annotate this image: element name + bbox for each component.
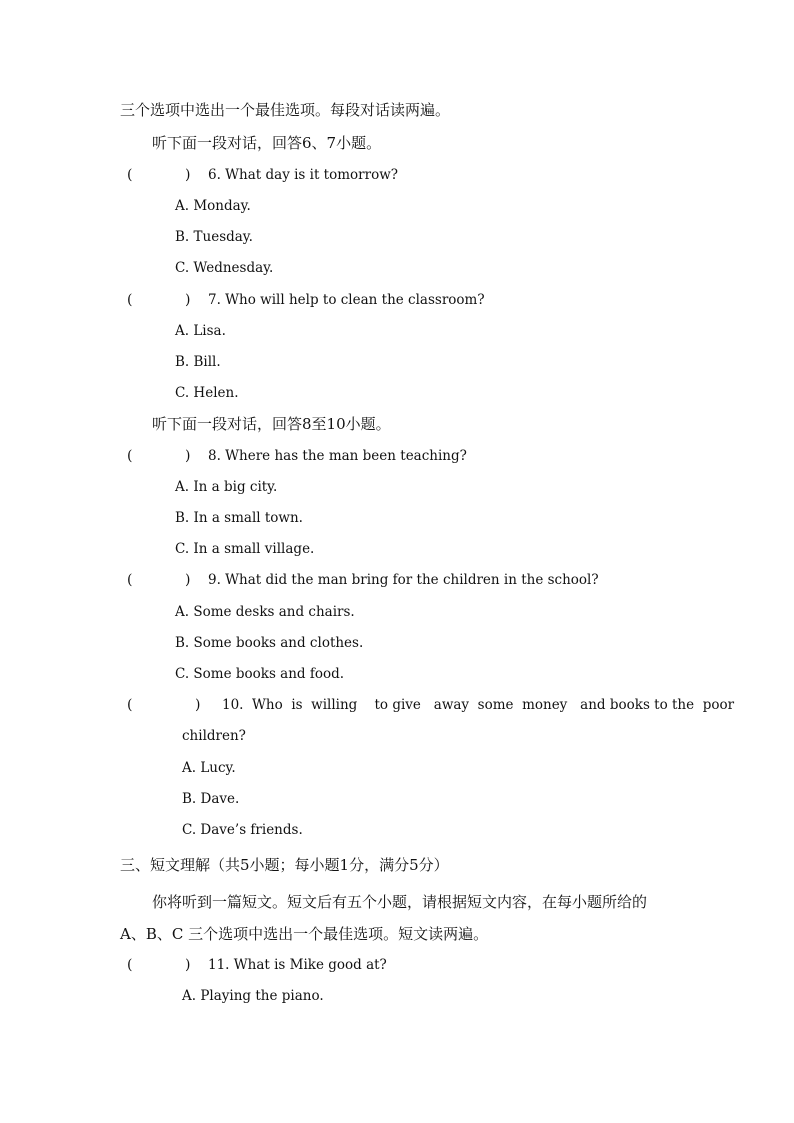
question-9: 9. What did the man bring for the children in the school?: [208, 572, 599, 588]
answer-blank-open: (: [127, 697, 133, 713]
q10-option-c: C. Dave’s friends.: [182, 822, 303, 838]
question-11: 11. What is Mike good at?: [208, 957, 387, 973]
q7-option-c: C. Helen.: [175, 385, 239, 401]
answer-blank-open: (: [127, 167, 133, 183]
q7-option-b: B. Bill.: [175, 354, 221, 370]
answer-blank-open: (: [127, 448, 133, 464]
question-10-line-2: children?: [182, 728, 246, 744]
q8-option-b: B. In a small town.: [175, 510, 303, 526]
answer-blank-close: ): [185, 292, 191, 308]
dialogue-2-instruction: 听下面一段对话，回答8至10小题。: [152, 415, 391, 433]
question-10-line-1: 10. Who is willing to give away some money and books to the poor: [222, 697, 735, 713]
q10-option-b: B. Dave.: [182, 791, 240, 807]
q7-option-a: A. Lisa.: [175, 323, 226, 339]
section-3-instruction-line-1: 你将听到一篇短文。短文后有五个小题，请根据短文内容，在每小题所给的: [152, 893, 648, 911]
section-3-title: 三、短文理解（共5小题；每小题1分，满分5分）: [120, 856, 449, 874]
q8-option-c: C. In a small village.: [175, 541, 315, 557]
q6-option-a: A. Monday.: [175, 198, 251, 214]
question-7: 7. Who will help to clean the classroom?: [208, 292, 485, 308]
question-8: 8. Where has the man been teaching?: [208, 448, 467, 464]
answer-blank-open: (: [127, 957, 133, 973]
q8-option-a: A. In a big city.: [175, 479, 278, 495]
intro-continuation: 三个选项中选出一个最佳选项。每段对话读两遍。: [120, 101, 451, 119]
answer-blank-close: ): [195, 697, 201, 713]
answer-blank-close: ): [185, 167, 191, 183]
section-3-instruction-line-2: A、B、C 三个选项中选出一个最佳选项。短文读两遍。: [120, 925, 489, 943]
q10-option-a: A. Lucy.: [182, 760, 236, 776]
q9-option-a: A. Some desks and chairs.: [175, 604, 355, 620]
q6-option-c: C. Wednesday.: [175, 260, 274, 276]
answer-blank-close: ): [185, 957, 191, 973]
answer-blank-open: (: [127, 292, 133, 308]
question-6: 6. What day is it tomorrow?: [208, 167, 398, 183]
answer-blank-open: (: [127, 572, 133, 588]
dialogue-1-instruction: 听下面一段对话，回答6、7小题。: [152, 134, 382, 152]
q9-option-b: B. Some books and clothes.: [175, 635, 364, 651]
q9-option-c: C. Some books and food.: [175, 666, 345, 682]
q11-option-a: A. Playing the piano.: [182, 988, 324, 1004]
answer-blank-close: ): [185, 448, 191, 464]
answer-blank-close: ): [185, 572, 191, 588]
q6-option-b: B. Tuesday.: [175, 229, 253, 245]
